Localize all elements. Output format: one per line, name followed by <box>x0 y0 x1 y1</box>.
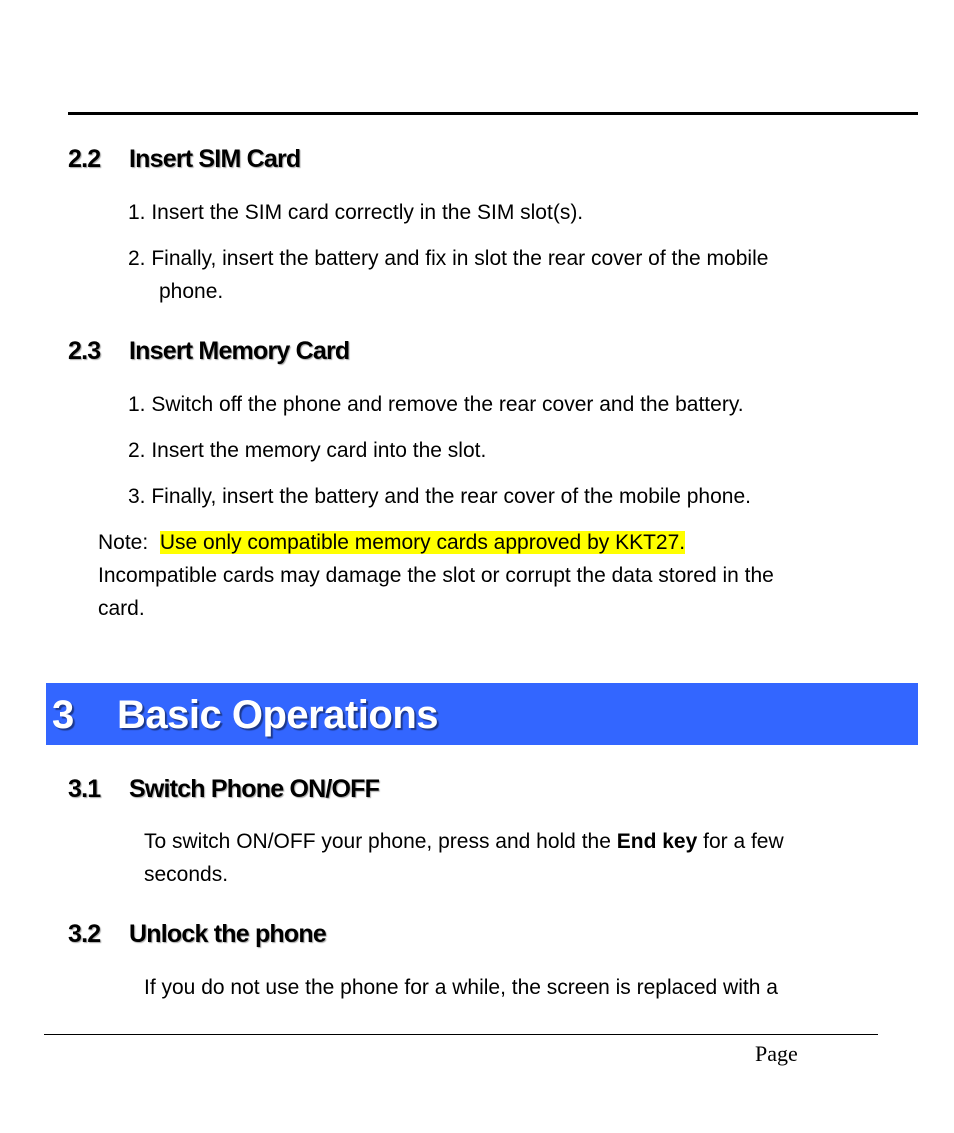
list-item <box>128 388 744 421</box>
section-heading-2-3 <box>68 337 349 366</box>
page-label: Page <box>755 1041 798 1066</box>
section-heading-3-2 <box>68 920 326 949</box>
note-line-2: Incompatible cards may damage the slot or corrupt the data stored in the <box>98 564 774 587</box>
paragraph-text: If you do not use the phone for a while, the screen is replaced with a <box>144 976 778 999</box>
section-number: 3.1 <box>68 775 101 803</box>
end-key-label: End key <box>616 830 698 853</box>
list-item-text: 3. Finally, insert the battery and the rear cover of the mobile phone. <box>128 485 751 508</box>
section-number: 2.2 <box>68 145 101 173</box>
paragraph-text: for a few <box>697 830 784 853</box>
list-item <box>128 196 583 229</box>
section-paragraph <box>144 825 784 891</box>
footer-rule <box>44 1034 878 1035</box>
note-label: Note: <box>98 531 149 554</box>
section-heading-2-2 <box>68 145 300 174</box>
section-title: Switch Phone ON/OFF <box>129 775 380 803</box>
paragraph-text: seconds. <box>144 863 229 886</box>
list-item-text: 1. Insert the SIM card correctly in the SIM slot(s). <box>128 201 584 224</box>
list-item <box>128 242 768 308</box>
list-item-continuation: phone. <box>159 280 224 303</box>
note-paragraph <box>98 526 774 625</box>
chapter-heading <box>52 684 438 746</box>
section-paragraph <box>144 971 778 1004</box>
list-item <box>128 434 486 467</box>
section-title: Insert Memory Card <box>129 337 350 365</box>
note-line-3: card. <box>98 597 145 620</box>
chapter-title: Basic Operations <box>117 693 439 737</box>
paragraph-text: To switch ON/OFF your phone, press and hold the <box>144 830 617 853</box>
header-rule <box>68 112 918 115</box>
list-item <box>128 480 751 513</box>
section-title: Insert SIM Card <box>129 145 301 173</box>
list-item-text: 1. Switch off the phone and remove the rear cover and the battery. <box>128 393 744 416</box>
chapter-number: 3 <box>52 693 74 737</box>
section-heading-3-1 <box>68 775 379 804</box>
section-number: 2.3 <box>68 337 101 365</box>
note-highlight: Use only compatible memory cards approved by KKT27. <box>159 531 686 554</box>
list-item-text: 2. Insert the memory card into the slot. <box>128 439 487 462</box>
section-number: 3.2 <box>68 920 101 948</box>
section-title: Unlock the phone <box>129 920 326 948</box>
list-item-text: 2. Finally, insert the battery and fix in slot the rear cover of the mobile <box>128 247 769 270</box>
